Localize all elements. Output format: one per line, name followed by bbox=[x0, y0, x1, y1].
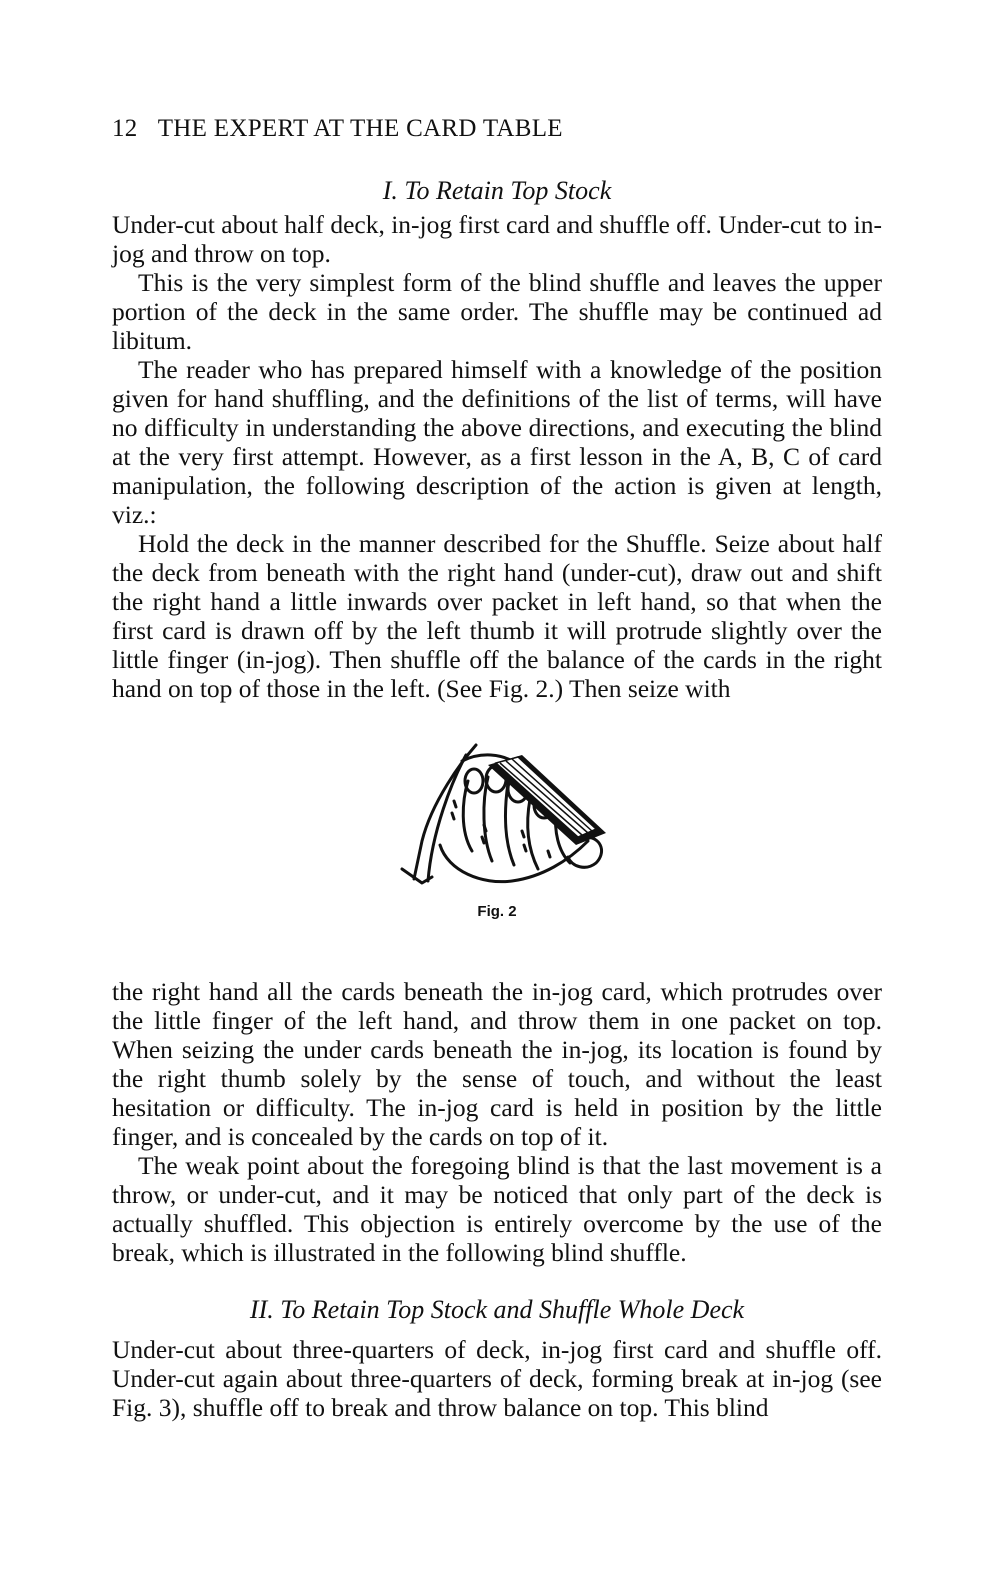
page-number: 12 bbox=[112, 115, 138, 142]
paragraph: The reader who has prepared himself with a knowledge of the position given for hand shuffling, and the definitions of the list of terms, will have no difficulty in understanding the above directions, and executing the blind at the very first attempt. However, as a first lesson in the A, B, C of card manipulation, the following description of the action is given at length, viz.: bbox=[112, 355, 882, 529]
book-page bbox=[112, 112, 882, 1422]
section-heading-1: I. To Retain Top Stock bbox=[382, 176, 612, 205]
running-title: THE EXPERT AT THE CARD TABLE bbox=[157, 115, 563, 142]
paragraph: Under-cut about three-quarters of deck, in-jog first card and shuffle off. Under-cut again about three-quarters of deck, forming break at in-jog (see Fig. 3), shuffle off to break and throw balance on top. This blind bbox=[112, 1335, 882, 1422]
figure-2 bbox=[112, 725, 882, 957]
paragraph: Hold the deck in the manner described for the Shuffle. Seize about half the deck from beneath with the right hand (under-cut), draw out and shift the right hand a little inwards over packet in left hand, so that when the first card is drawn off by the left thumb it will protrude slightly over the little finger (in-jog). Then shuffle off the balance of the cards in the right hand on top of those in the left. (See Fig. 2.) Then seize with bbox=[112, 529, 882, 703]
paragraph: Under-cut about half deck, in-jog first card and shuffle off. Under-cut to in-jog and throw on top. bbox=[112, 210, 882, 268]
section-heading-2: II. To Retain Top Stock and Shuffle Whole Deck bbox=[249, 1295, 745, 1324]
paragraph: The weak point about the foregoing blind is that the last movement is a throw, or under-cut, and it may be noticed that only part of the deck is actually shuffled. This objection is entirely overcome by the use of the break, which is illustrated in the following blind shuffle. bbox=[112, 1151, 882, 1267]
figure-caption: Fig. 2 bbox=[477, 903, 517, 920]
hand-holding-deck-illustration bbox=[392, 741, 614, 889]
paragraph: the right hand all the cards beneath the in-jog card, which protrudes over the little finger of the left hand, and throw them in one packet on top. When seizing the under cards beneath the in-jog, its location is found by the right thumb solely by the sense of touch, and without the least hesitation or difficulty. The in-jog card is held in position by the little finger, and is concealed by the cards on top of it. bbox=[112, 977, 882, 1151]
running-head bbox=[112, 112, 882, 146]
paragraph: This is the very simplest form of the blind shuffle and leaves the upper portion of the deck in the same order. The shuffle may be continued ad libitum. bbox=[112, 268, 882, 355]
